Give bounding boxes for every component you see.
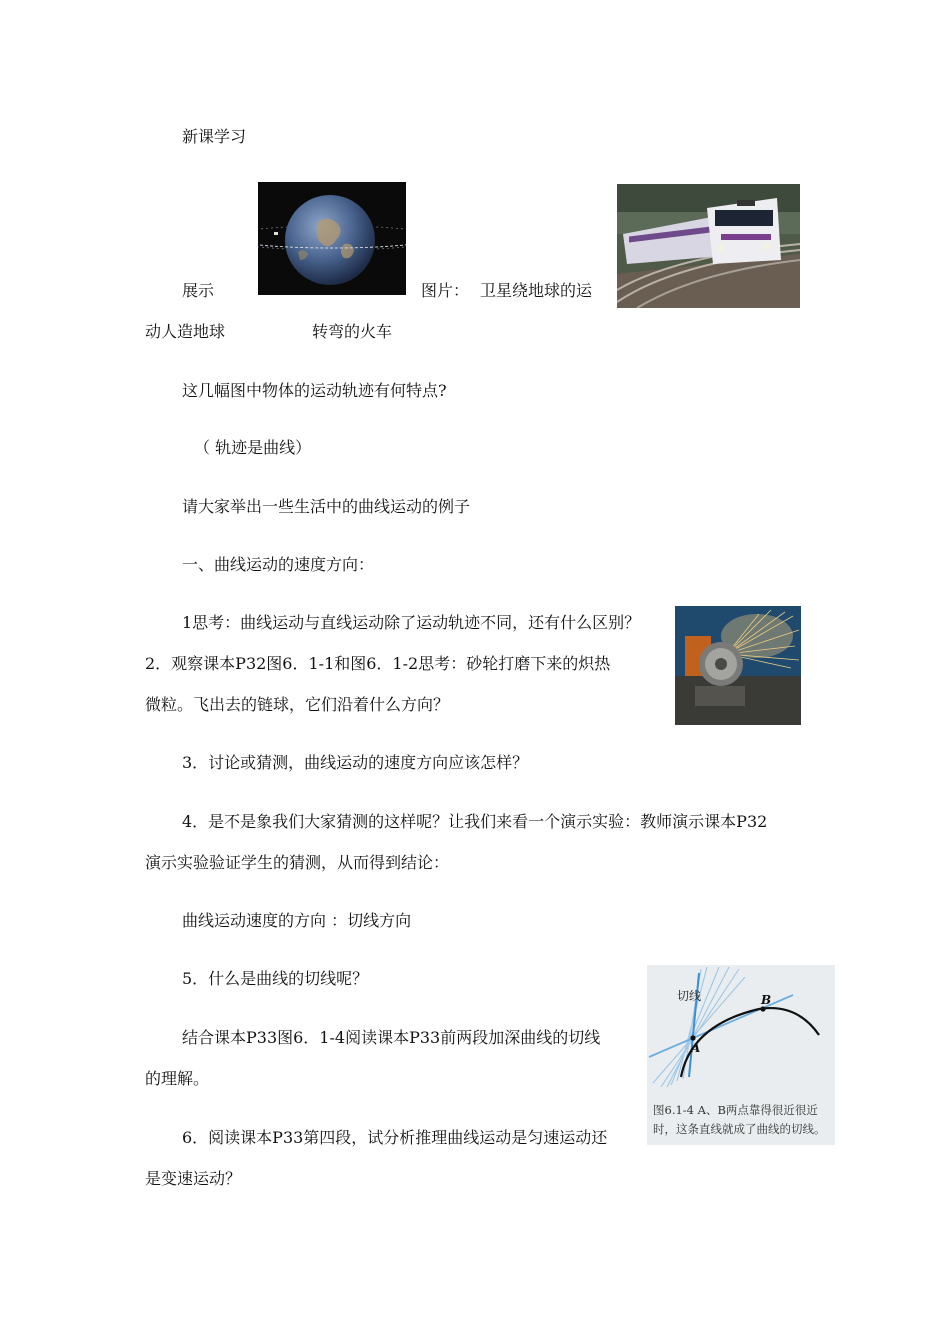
caption-satellite: 卫星绕地球的运 [480,281,593,300]
item-6-analyze-cont: 是变速运动？ [145,1169,242,1188]
tangent-label: 切线 [677,989,702,1003]
caption-earth: 动人造地球 [145,322,226,341]
curving-train-image [617,184,800,308]
pictures-label: 图片： [421,281,470,300]
figure-caption-line1: 图6.1-4 A、B两点靠得很近很近 [653,1103,818,1117]
item-2-observe-cont: 微粒。飞出去的链球，它们沿着什么方向？ [145,695,450,714]
point-b-label: B [761,993,772,1007]
reading-instruction: 结合课本P33图6．1-4阅读课本P33前两段加深曲线的切线 [182,1028,601,1047]
display-prefix: 展示 [182,281,215,300]
tangent-figure [647,965,835,1145]
question-trajectory: 这几幅图中物体的运动轨迹有何特点? [182,381,447,400]
item-4-experiment-cont: 演示实验验证学生的猜测，从而得到结论： [145,853,450,872]
point-a-label: A [691,1041,701,1055]
item-1-think: 1思考：曲线运动与直线运动除了运动轨迹不同，还有什么区别？ [182,613,641,632]
earth-satellite-image [258,182,406,295]
item-2-observe: 2．观察课本P32图6．1-1和图6．1-2思考：砂轮打磨下来的炽热 [145,654,611,673]
conclusion: 曲线运动速度的方向 ：切线方向 [182,911,412,930]
caption-train: 转弯的火车 [312,322,393,341]
examples-prompt: 请大家举出一些生活中的曲线运动的例子 [182,497,471,516]
item-3-discuss: 3．讨论或猜测，曲线运动的速度方向应该怎样？ [182,753,529,772]
answer-trajectory: （ 轨迹是曲线） [194,438,312,457]
item-5-tangent: 5．什么是曲线的切线呢？ [182,969,369,988]
figure-caption-line2: 时，这条直线就成了曲线的切线。 [653,1122,826,1136]
reading-instruction-cont: 的理解。 [145,1069,210,1088]
item-4-experiment: 4．是不是象我们大家猜测的这样呢？让我们来看一个演示实验：教师演示课本P32 [182,812,768,831]
section-heading-velocity: 一、曲线运动的速度方向： [182,555,375,574]
grinding-wheel-sparks-image [675,606,801,725]
item-6-analyze: 6．阅读课本P33第四段，试分析推理曲线运动是匀速运动还 [182,1128,608,1147]
heading: 新课学习 [182,127,247,146]
